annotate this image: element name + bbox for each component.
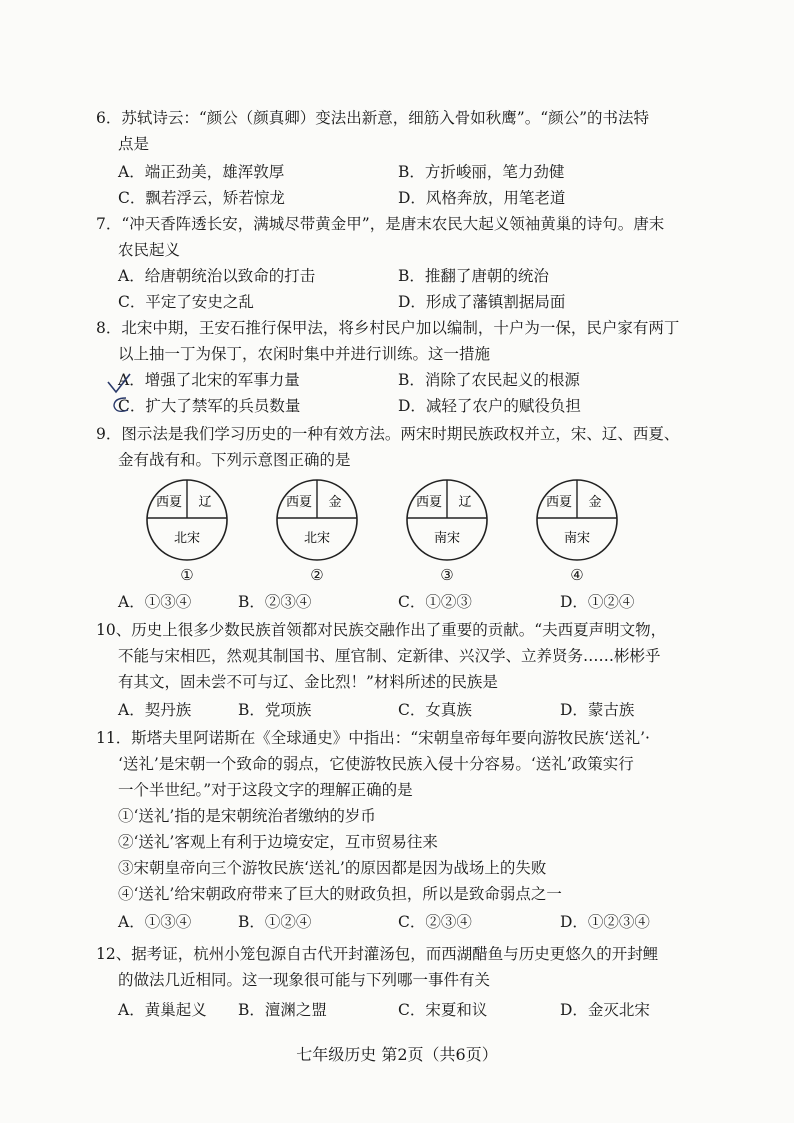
- q8-option-c: C．扩大了禁军的兵员数量: [118, 397, 301, 415]
- q11-stem-line2: ‘送礼’是宋朝一个致命的弱点，它使游牧民族入侵十分容易。‘送礼’政策实行: [118, 755, 634, 773]
- diagram-circle: [275, 478, 359, 562]
- q11-option-a: A．①③④: [118, 913, 192, 931]
- diagram-label-bottom: 北宋: [303, 531, 331, 546]
- q9-option-c: C．①②③: [398, 593, 472, 611]
- diagram-circle: [405, 478, 489, 562]
- diagram-label-tr: 金: [328, 495, 342, 510]
- diagram-label-tr: 金: [588, 495, 602, 510]
- page-footer: 七年级历史 第2页（共6页）: [296, 1045, 498, 1064]
- q12-stem-line1: 12、据考证，杭州小笼包源自古代开封灌汤包，而西湖醋鱼与历史更悠久的开封鲤: [96, 945, 659, 963]
- q6-stem-line2: 点是: [118, 135, 150, 153]
- q11-statement-2: ②‘送礼’客观上有利于边境安定，互市贸易往来: [118, 833, 438, 851]
- q6-option-a: A．端正劲美，雄浑敦厚: [118, 163, 285, 181]
- q7-option-b: B．推翻了唐朝的统治: [398, 267, 549, 285]
- q10-option-d: D．蒙古族: [560, 701, 635, 719]
- q10-option-b: B．党项族: [238, 701, 312, 719]
- q10-stem-line3: 有其文，固未尝不可与辽、金比烈！”材料所述的民族是: [118, 673, 498, 691]
- q9-stem-line1: 9．图示法是我们学习历史的一种有效方法。两宋时期民族政权并立，宋、辽、西夏、: [96, 425, 680, 443]
- q11-option-d: D．①②③④: [560, 913, 650, 931]
- diagram-label-tl: 西夏: [415, 495, 443, 510]
- diagram-3: [405, 478, 489, 584]
- diagram-number: ③: [440, 566, 454, 584]
- q11-stem-line1: 11．斯塔夫里阿诺斯在《全球通史》中指出：“宋朝皇帝每年要向游牧民族‘送礼’·: [96, 729, 650, 747]
- q10-stem-line1: 10、历史上很多少数民族首领都对民族交融作出了重要的贡献。“夫西夏声明文物，: [96, 621, 667, 639]
- q12-option-d: D．金灭北宋: [560, 1001, 650, 1019]
- diagram-4: [535, 478, 619, 584]
- diagram-label-tl: 西夏: [155, 495, 183, 510]
- q7-stem-line1: 7．“冲天香阵透长安，满城尽带黄金甲”，是唐末农民大起义领袖黄巢的诗句。唐末: [96, 215, 665, 233]
- q11-stem-line3: 一个半世纪。”对于这段文字的理解正确的是: [118, 781, 413, 799]
- diagram-label-tr: 辽: [198, 495, 212, 510]
- q10-option-c: C．女真族: [398, 701, 472, 719]
- q12-option-a: A．黄巢起义: [118, 1001, 207, 1019]
- q6-stem-line1: 6．苏轼诗云：“颜公（颜真卿）变法出新意，细筋入骨如秋鹰”。“颜公”的书法特: [96, 109, 650, 127]
- q12-option-b: B．澶渊之盟: [238, 1001, 327, 1019]
- q9-stem-line2: 金有战有和。下列示意图正确的是: [118, 451, 351, 469]
- q11-statement-1: ①‘送礼’指的是宋朝统治者缴纳的岁币: [118, 807, 376, 825]
- q9-option-d: D．①②④: [560, 593, 635, 611]
- diagram-number: ②: [310, 566, 324, 584]
- q6-option-c: C．飘若浮云，矫若惊龙: [118, 189, 285, 207]
- diagram-circle: [535, 478, 619, 562]
- diagram-1: [145, 478, 229, 584]
- q9-option-a: A．①③④: [118, 593, 192, 611]
- diagram-label-bottom: 北宋: [173, 531, 201, 546]
- diagram-label-tl: 西夏: [285, 495, 313, 510]
- q7-option-c: C．平定了安史之乱: [118, 293, 254, 311]
- diagram-2: [275, 478, 359, 584]
- q10-option-a: A．契丹族: [118, 701, 192, 719]
- diagram-label-tr: 辽: [458, 495, 472, 510]
- q8-option-a: A．增强了北宋的军事力量: [118, 371, 300, 389]
- q6-option-b: B．方折峻丽，笔力劲健: [398, 163, 565, 181]
- q9-diagram-group: [140, 478, 660, 588]
- q8-option-d: D．减轻了农户的赋役负担: [398, 397, 581, 415]
- q8-stem-line2: 以上抽一丁为保丁，农闲时集中并进行训练。这一措施: [118, 345, 491, 363]
- q10-stem-line2: 不能与宋相匹，然观其制国书、厘官制、定新律、兴汉学、立养贤务……彬彬乎: [118, 647, 661, 665]
- q12-option-c: C．宋夏和议: [398, 1001, 488, 1019]
- diagram-label-tl: 西夏: [545, 495, 573, 510]
- diagram-label-bottom: 南宋: [563, 531, 591, 546]
- q8-stem-line1: 8．北宋中期，王安石推行保甲法，将乡村民户加以编制，十户为一保，民户家有两丁: [96, 319, 680, 337]
- handwritten-checkmark: [104, 368, 138, 414]
- q9-option-b: B．②③④: [238, 593, 312, 611]
- q8-option-b: B．消除了农民起义的根源: [398, 371, 580, 389]
- diagram-circle: [145, 478, 229, 562]
- q11-statement-4: ④‘送礼’给宋朝政府带来了巨大的财政负担，所以是致命弱点之一: [118, 885, 562, 903]
- q7-option-d: D．形成了藩镇割据局面: [398, 293, 566, 311]
- q7-stem-line2: 农民起义: [118, 241, 181, 259]
- diagram-label-bottom: 南宋: [433, 531, 461, 546]
- diagram-number: ①: [180, 566, 194, 584]
- q11-option-c: C．②③④: [398, 913, 472, 931]
- q11-option-b: B．①②④: [238, 913, 312, 931]
- q7-option-a: A．给唐朝统治以致命的打击: [118, 267, 316, 285]
- diagram-number: ④: [570, 566, 584, 584]
- q12-stem-line2: 的做法几近相同。这一现象很可能与下列哪一事件有关: [118, 971, 491, 989]
- q6-option-d: D．风格奔放，用笔老道: [398, 189, 566, 207]
- q11-statement-3: ③宋朝皇帝向三个游牧民族‘送礼’的原因都是因为战场上的失败: [118, 859, 547, 877]
